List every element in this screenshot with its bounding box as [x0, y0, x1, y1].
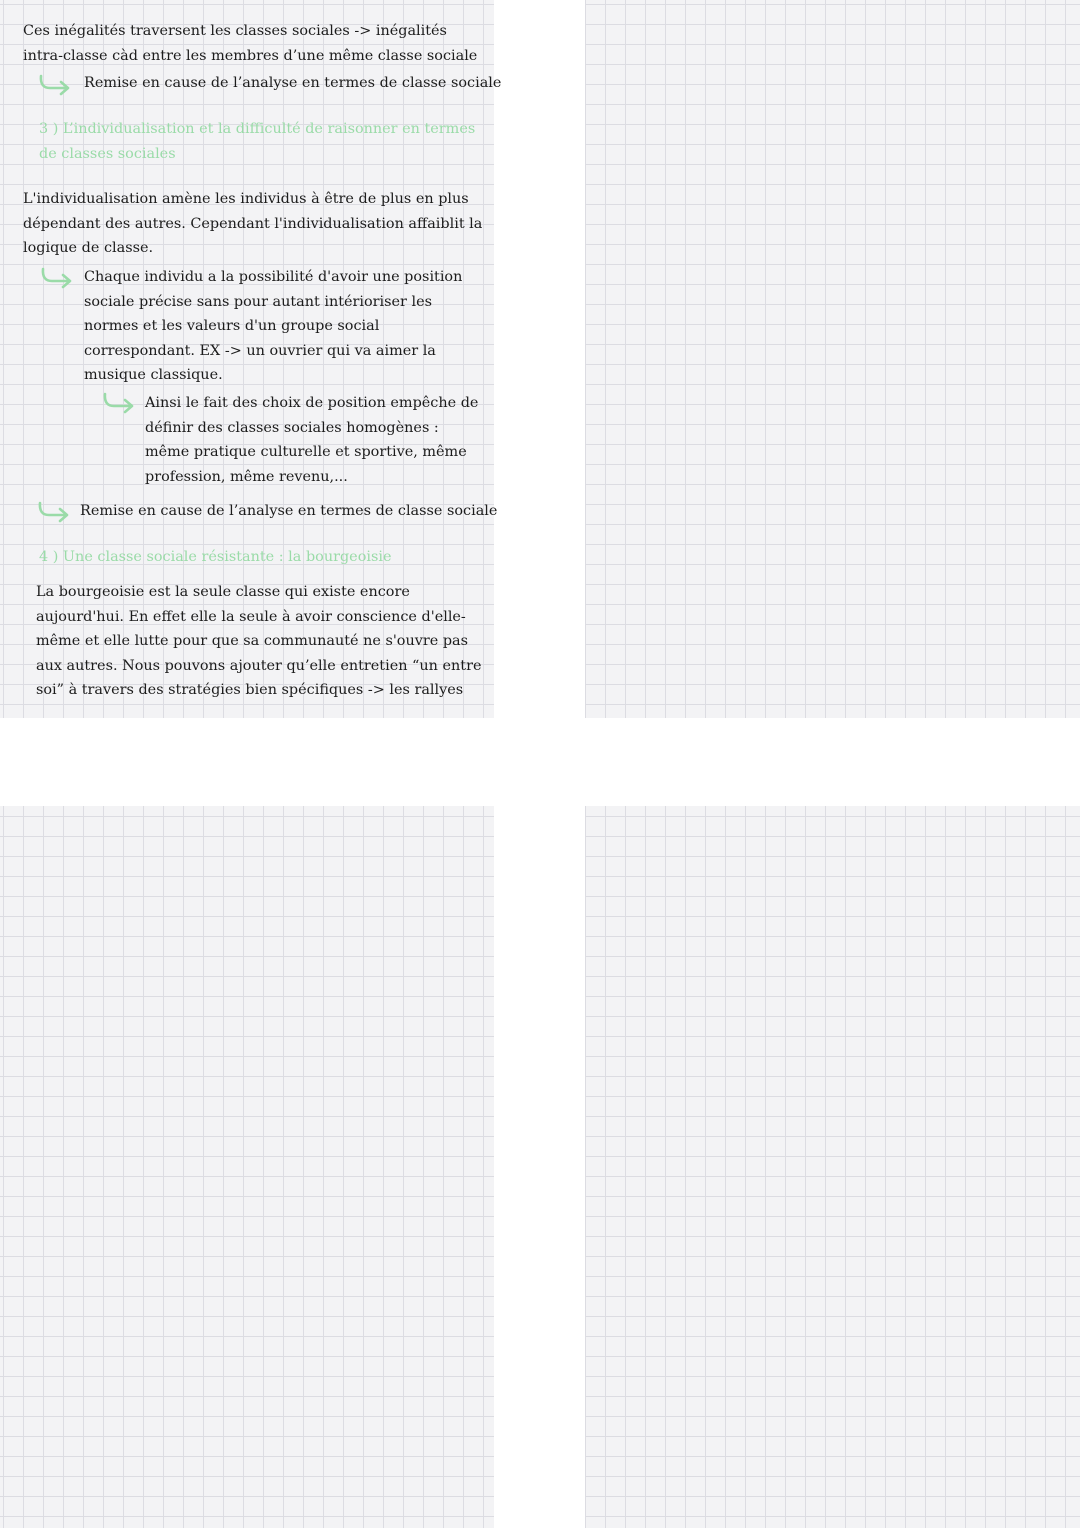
notebook-page-bottom-left [0, 806, 494, 1528]
curved-arrow-icon [100, 390, 136, 414]
section-heading-bourgeoisie: 4 ) Une classe sociale résistante : la bourgeoisie [39, 549, 392, 565]
notebook-page-top-left [0, 0, 502, 718]
paragraph-bourgeoisie: La bourgeoisie est la seule classe qui existe encore aujourd'hui. En effet elle la seule à avoir conscience d'elle-même et elle lutte pour que sa communauté ne s'ouvre pas aux autres. Nous pouvons ajouter qu’elle entretien “un entre soi” à travers des stratégies bien spécifiques -> les rallyes [36, 584, 482, 698]
notebook-page-top-right [585, 0, 1080, 718]
arrow-note-questioning-analysis: Remise en cause de l’analyse en termes de classe sociale [84, 75, 502, 91]
arrow-note-individual-position: Chaque individu a la possibilité d'avoir une position sociale précise sans pour autant intérioriser les normes et les valeurs d'un groupe social correspondant. EX -> un ouvrier qui va aimer la musique classique. [84, 269, 463, 383]
paragraph-intra-class-inequalities: Ces inégalités traversent les classes sociales -> inégalités intra-classe càd entre les membres d’une même classe sociale [23, 23, 478, 64]
notebook-page-bottom-right [585, 806, 1080, 1528]
curved-arrow-icon [38, 265, 74, 289]
paragraph-individualisation: L'individualisation amène les individus à être de plus en plus dépendant des autres. Cependant l'individualisation affaiblit la logique de classe. [23, 191, 483, 256]
curved-arrow-icon [36, 72, 72, 96]
curved-arrow-icon [35, 499, 71, 523]
section-heading-individualisation: 3 ) L’individualisation et la difficulté de raisonner en termes de classes sociales [39, 121, 476, 162]
arrow-note-heterogeneous-classes: Ainsi le fait des choix de position empêche de définir des classes sociales homogènes : même pratique culturelle et sportive, même profession, même revenu,... [145, 395, 479, 485]
arrow-note-conclusion: Remise en cause de l’analyse en termes de classe sociale [80, 503, 498, 519]
